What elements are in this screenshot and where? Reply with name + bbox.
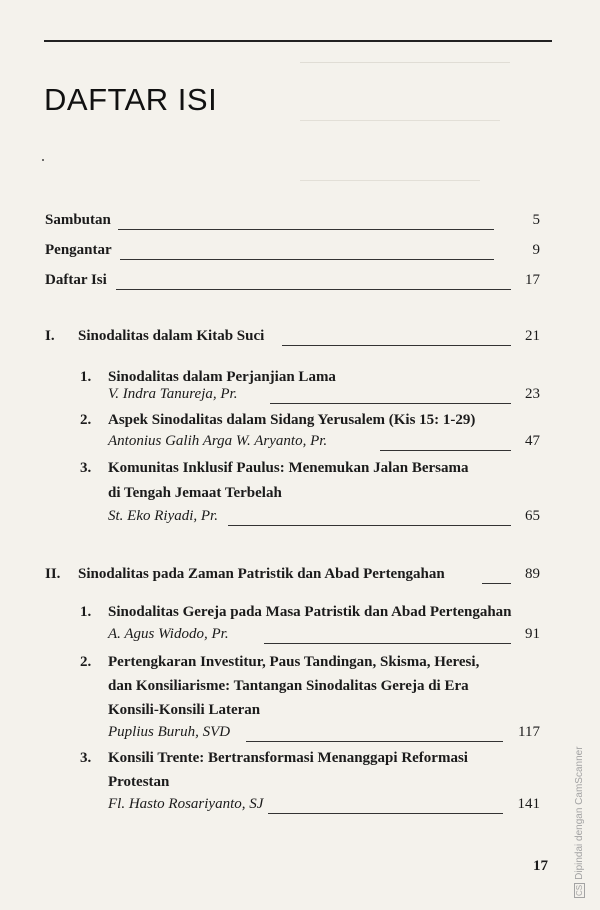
section-numeral: I. <box>45 328 55 344</box>
chapter-page: 91 <box>525 626 540 642</box>
section-page: 21 <box>525 328 540 344</box>
entry-page: 5 <box>532 212 540 228</box>
entry-label: Sambutan <box>45 212 111 228</box>
entry-page: 9 <box>532 242 540 258</box>
leader-line <box>228 525 511 526</box>
entry-page: 17 <box>525 272 540 288</box>
chapter-author: Puplius Buruh, SVD <box>108 724 231 740</box>
chapter-page: 23 <box>525 386 540 402</box>
chapter-title-line: Konsili-Konsili Lateran <box>108 702 261 718</box>
chapter-title: Aspek Sinodalitas dalam Sidang Yerusalem (Kis 15: 1-29) <box>108 412 476 428</box>
chapter-number: 3. <box>80 750 92 766</box>
leader-line <box>482 583 511 584</box>
leader-line <box>118 229 494 230</box>
page-title: DAFTAR ISI <box>44 82 218 117</box>
leader-line <box>380 450 511 451</box>
show-through-line <box>300 180 480 182</box>
chapter-page: 47 <box>525 433 540 449</box>
chapter-title-line: di Tengah Jemaat Terbelah <box>108 485 282 501</box>
chapter-number: 1. <box>80 604 92 620</box>
header-rule <box>44 40 552 42</box>
chapter-title: Sinodalitas dalam Perjanjian Lama <box>108 369 336 385</box>
leader-line <box>270 403 511 404</box>
section-page: 89 <box>525 566 540 582</box>
chapter-page: 65 <box>525 508 540 524</box>
chapter-number: 3. <box>80 460 92 476</box>
chapter-number: 1. <box>80 369 92 385</box>
page-number: 17 <box>533 858 548 874</box>
leader-line <box>246 741 503 742</box>
entry-label: Pengantar <box>45 242 112 258</box>
chapter-author: St. Eko Riyadi, Pr. <box>108 508 218 524</box>
chapter-title: Pertengkaran Investitur, Paus Tandingan, Skisma, Heresi, <box>108 654 480 670</box>
entry-label: Daftar Isi <box>45 272 107 288</box>
leader-line <box>116 289 511 290</box>
leader-line <box>268 813 503 814</box>
chapter-title-line: dan Konsiliarisme: Tantangan Sinodalitas Gereja di Era <box>108 678 469 694</box>
chapter-number: 2. <box>80 412 92 428</box>
chapter-title: Sinodalitas Gereja pada Masa Patristik dan Abad Pertengahan <box>108 604 512 620</box>
leader-line <box>120 259 494 260</box>
scan-speck <box>42 159 44 161</box>
chapter-author: Antonius Galih Arga W. Aryanto, Pr. <box>108 433 328 449</box>
chapter-title-line: Protestan <box>108 774 170 790</box>
leader-line <box>282 345 511 346</box>
show-through-line <box>300 120 500 122</box>
scanner-watermark <box>574 746 585 898</box>
leader-line <box>264 643 511 644</box>
chapter-author: V. Indra Tanureja, Pr. <box>108 386 238 402</box>
chapter-number: 2. <box>80 654 92 670</box>
section-title: Sinodalitas dalam Kitab Suci <box>78 328 265 344</box>
chapter-page: 117 <box>518 724 540 740</box>
section-numeral: II. <box>45 566 61 582</box>
section-title: Sinodalitas pada Zaman Patristik dan Abad Pertengahan <box>78 566 445 582</box>
chapter-page: 141 <box>517 796 540 812</box>
camscanner-logo-icon: CS <box>575 884 584 896</box>
watermark-text: Dipindai dengan CamScanner <box>574 746 585 880</box>
chapter-author: A. Agus Widodo, Pr. <box>108 626 229 642</box>
chapter-title: Konsili Trente: Bertransformasi Menanggapi Reformasi <box>108 750 468 766</box>
chapter-author: Fl. Hasto Rosariyanto, SJ <box>108 796 264 812</box>
chapter-title: Komunitas Inklusif Paulus: Menemukan Jalan Bersama <box>108 460 469 476</box>
show-through-line <box>300 62 510 64</box>
